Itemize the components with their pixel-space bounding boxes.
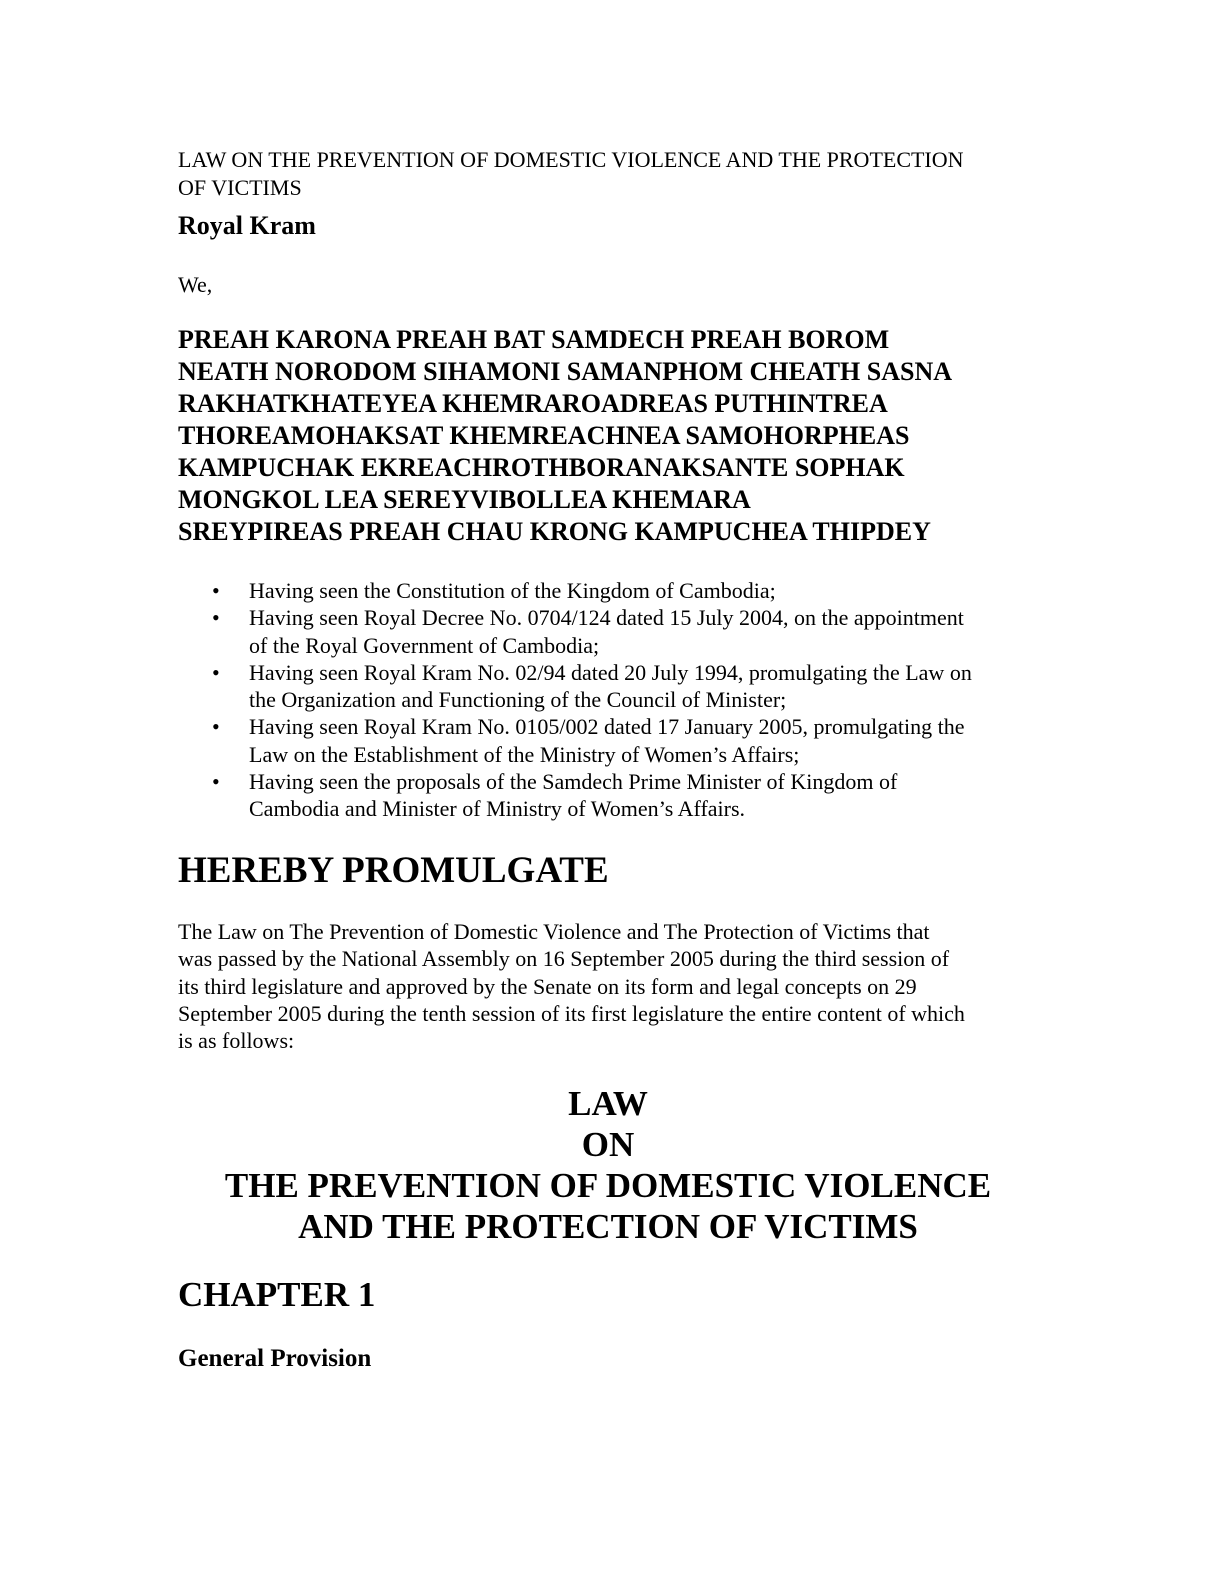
- recital-line: of the Royal Government of Cambodia;: [249, 632, 600, 658]
- king-title-line: THOREAMOHAKSAT KHEMREACHNEA SAMOHORPHEAS: [178, 421, 910, 450]
- bullet-icon: •: [212, 605, 220, 631]
- king-title-line: PREAH KARONA PREAH BAT SAMDECH PREAH BOROM: [178, 325, 890, 354]
- promulgation-paragraph: [178, 918, 1038, 1054]
- paragraph-line: September 2005 during the tenth session of its first legislature the entire content of which: [178, 1000, 965, 1026]
- promulgate-heading: HEREBY PROMULGATE: [178, 850, 609, 891]
- recital-item: [178, 604, 1038, 659]
- recital-item: [178, 577, 1038, 604]
- king-title-line: SREYPIREAS PREAH CHAU KRONG KAMPUCHEA THIPDEY: [178, 517, 931, 546]
- paragraph-line: is as follows:: [178, 1028, 295, 1054]
- section-heading: General Provision: [178, 1345, 372, 1372]
- recital-item: [178, 659, 1038, 714]
- recital-item: [178, 768, 1038, 823]
- bullet-icon: •: [212, 659, 220, 685]
- law-title-line: LAW: [568, 1084, 648, 1123]
- recital-line: Cambodia and Minister of Ministry of Women’s Affairs.: [249, 796, 746, 822]
- we-salutation: We,: [178, 272, 213, 297]
- law-title-line: THE PREVENTION OF DOMESTIC VIOLENCE: [224, 1166, 992, 1205]
- recital-item: [178, 713, 1038, 768]
- law-title: [178, 1083, 1038, 1247]
- recital-line: Having seen the proposals of the Samdech Prime Minister of Kingdom of: [249, 769, 898, 795]
- royal-kram-heading: Royal Kram: [178, 211, 316, 240]
- king-title-line: RAKHATKHATEYEA KHEMRAROADREAS PUTHINTREA: [178, 389, 888, 418]
- recital-line: Having seen Royal Decree No. 0704/124 dated 15 July 2004, on the appointment: [249, 605, 964, 631]
- header-line-1: LAW ON THE PREVENTION OF DOMESTIC VIOLENCE AND THE PROTECTION: [178, 147, 964, 172]
- recital-line: Law on the Establishment of the Ministry of Women’s Affairs;: [249, 741, 800, 767]
- chapter-heading: CHAPTER 1: [178, 1275, 376, 1314]
- document-header: [178, 146, 1038, 202]
- recital-line: Having seen Royal Kram No. 0105/002 dated 17 January 2005, promulgating the: [249, 714, 965, 740]
- recital-line: Having seen the Constitution of the Kingdom of Cambodia;: [249, 578, 776, 603]
- recital-line: the Organization and Functioning of the Council of Minister;: [249, 687, 787, 713]
- bullet-icon: •: [212, 769, 220, 795]
- paragraph-line: was passed by the National Assembly on 16 September 2005 during the third session of: [178, 946, 950, 972]
- bullet-icon: •: [212, 714, 220, 740]
- recitals-list: [178, 577, 1038, 823]
- paragraph-line: its third legislature and approved by the Senate on its form and legal concepts on 29: [178, 973, 917, 999]
- law-title-line: AND THE PROTECTION OF VICTIMS: [298, 1207, 918, 1246]
- paragraph-line: The Law on The Prevention of Domestic Violence and The Protection of Victims that: [178, 919, 930, 944]
- header-line-2: OF VICTIMS: [178, 175, 302, 200]
- bullet-icon: •: [212, 578, 220, 603]
- recital-line: Having seen Royal Kram No. 02/94 dated 20 July 1994, promulgating the Law on: [249, 659, 972, 685]
- law-title-line: ON: [581, 1125, 635, 1164]
- king-title-line: MONGKOL LEA SEREYVIBOLLEA KHEMARA: [178, 485, 751, 514]
- king-title-block: [178, 324, 1038, 548]
- king-title-line: KAMPUCHAK EKREACHROTHBORANAKSANTE SOPHAK: [178, 453, 905, 482]
- king-title-line: NEATH NORODOM SIHAMONI SAMANPHOM CHEATH SASNA: [178, 357, 953, 386]
